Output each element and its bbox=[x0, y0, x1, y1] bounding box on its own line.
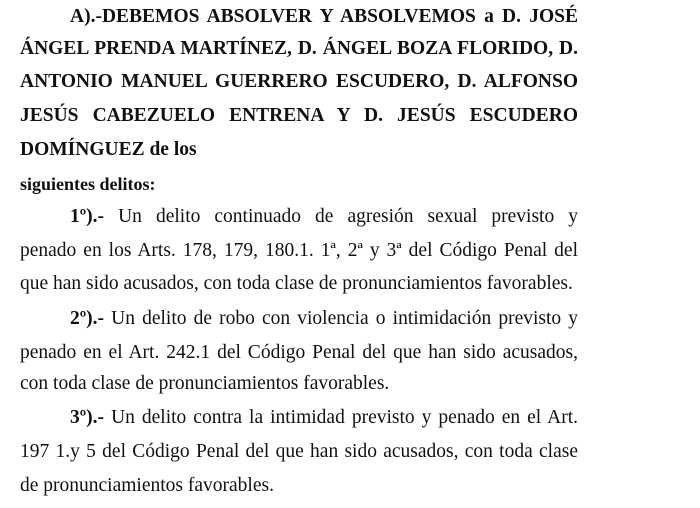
crime-2-line-1 bbox=[20, 307, 578, 331]
ruling-line-2: ÁNGEL PRENDA MARTÍNEZ, D. ÁNGEL BOZA FLORIDO, D. bbox=[20, 38, 578, 59]
crime-1-line-1 bbox=[20, 205, 578, 229]
crime-2-number: 2º).- bbox=[70, 308, 105, 329]
ruling-line-5: DOMÍNGUEZ de los bbox=[20, 139, 197, 160]
crime-1-number: 1º).- bbox=[70, 206, 105, 227]
crime-2-line-3: con toda clase de pronunciamientos favorables. bbox=[20, 373, 390, 394]
crime-2-line-2: penado en el Art. 242.1 del Código Penal del que han sido acusados, bbox=[20, 342, 578, 363]
crime-3-line-1 bbox=[20, 406, 578, 430]
ruling-line-6: siguientes delitos: bbox=[20, 174, 156, 194]
crime-1-line-3: que han sido acusados, con toda clase de pronunciamientos favorables. bbox=[20, 273, 573, 294]
ruling-line-1: A).-DEBEMOS ABSOLVER Y ABSOLVEMOS a D. JOSÉ bbox=[70, 6, 578, 27]
crime-3-number: 3º).- bbox=[70, 407, 105, 428]
crime-3-line-2: 197 1.y 5 del Código Penal del que han sido acusados, con toda clase bbox=[20, 441, 578, 462]
crime-1-text-1: Un delito continuado de agresión sexual previsto y bbox=[118, 206, 578, 227]
crime-2-text-1: Un delito de robo con violencia o intimidación previsto y bbox=[111, 308, 579, 329]
crime-3-text-1: Un delito contra la intimidad previsto y penado en el Art. bbox=[111, 407, 578, 428]
ruling-line-4: JESÚS CABEZUELO ENTRENA Y D. JESÚS ESCUDERO bbox=[20, 105, 578, 126]
ruling-line-3: ANTONIO MANUEL GUERRERO ESCUDERO, D. ALFONSO bbox=[20, 71, 578, 92]
crime-1-line-2: penado en los Arts. 178, 179, 180.1. 1ª, 2ª y 3ª del Código Penal del bbox=[20, 240, 578, 261]
crime-3-line-3: de pronunciamientos favorables. bbox=[20, 475, 274, 496]
